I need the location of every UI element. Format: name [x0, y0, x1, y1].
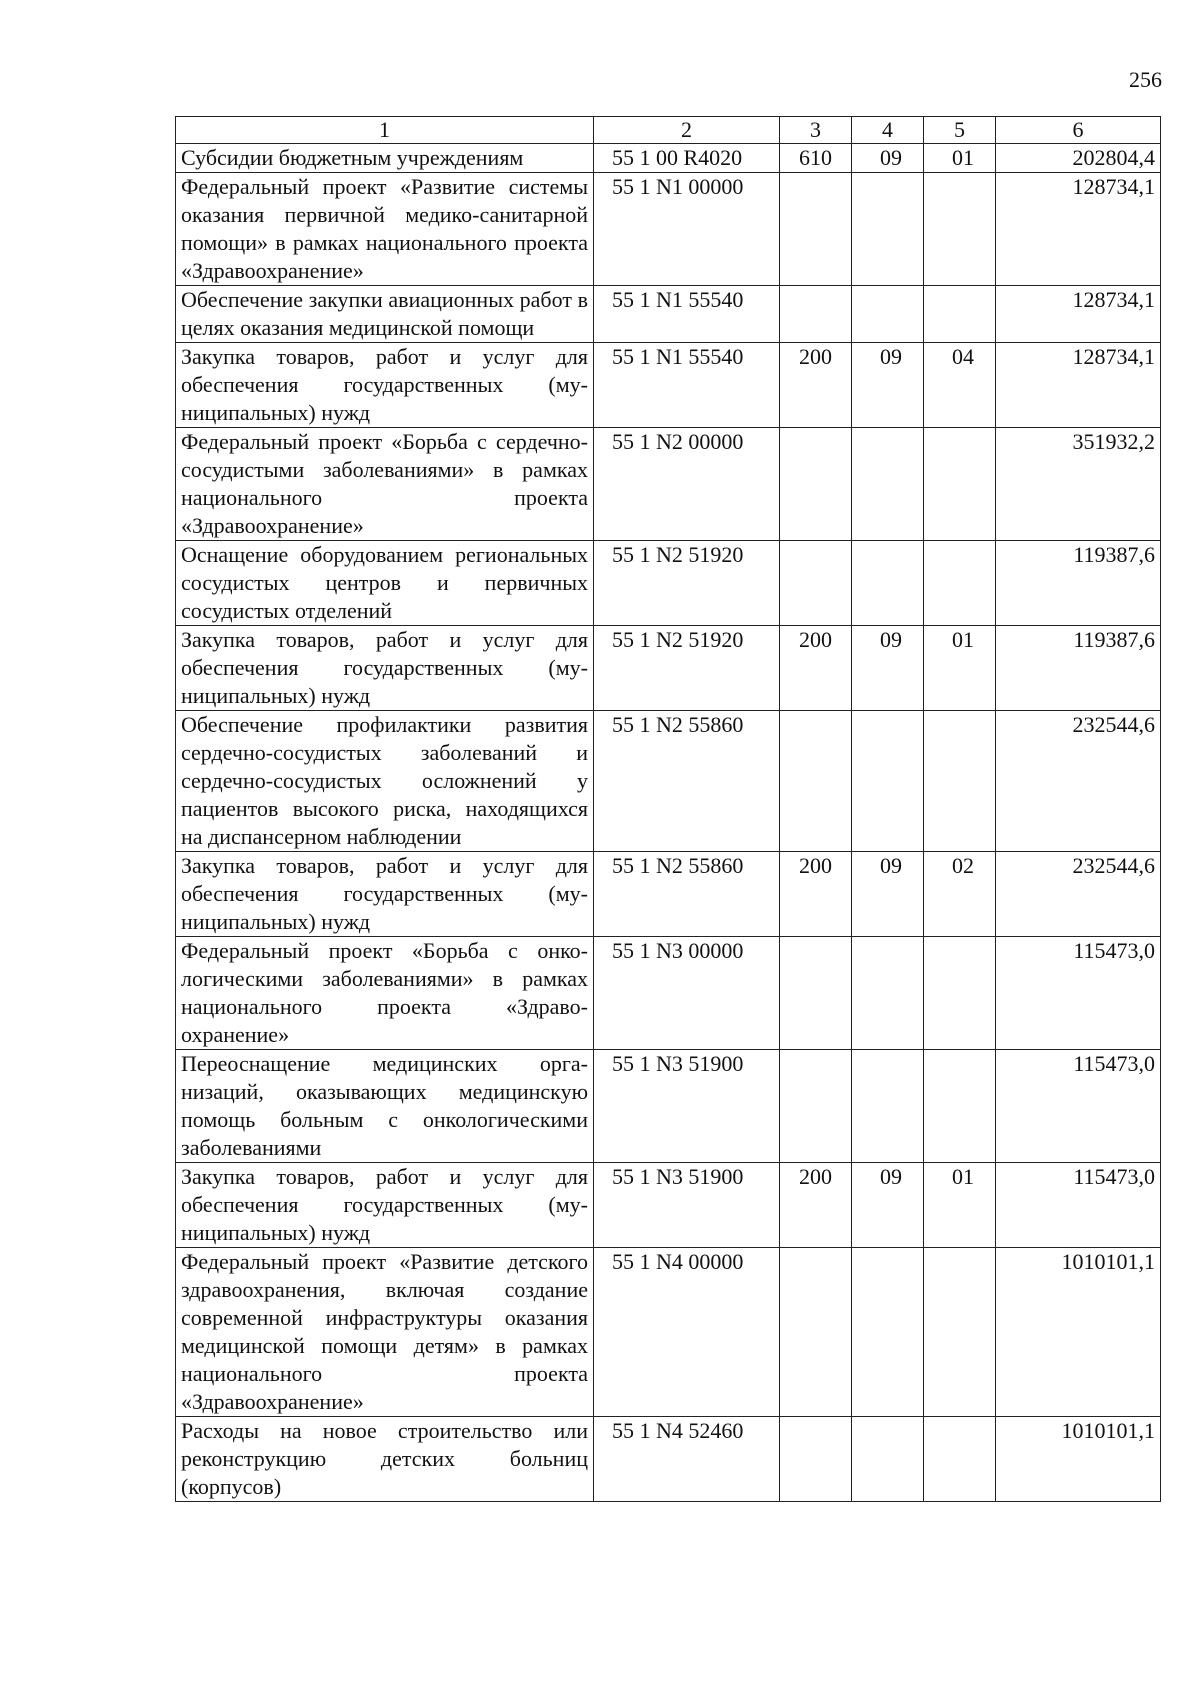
expense-type-cell	[780, 541, 852, 626]
subsection-cell	[924, 1248, 996, 1417]
expense-type-cell: 200	[780, 852, 852, 937]
code-cell: 55 1 N4 52460	[594, 1417, 780, 1502]
amount-cell: 119387,6	[996, 541, 1161, 626]
code-cell: 55 1 N2 55860	[594, 711, 780, 852]
section-cell	[852, 173, 924, 286]
expense-type-cell: 200	[780, 626, 852, 711]
subsection-cell: 01	[924, 144, 996, 173]
subsection-cell	[924, 286, 996, 343]
table-body	[176, 144, 1161, 1502]
header-col-6: 6	[996, 117, 1161, 144]
amount-cell: 202804,4	[996, 144, 1161, 173]
name-cell: Федеральный проект «Борьба с онкологическими заболеваниями» в рамках национального проекта «Здравоохранение»	[176, 937, 594, 1050]
section-cell: 09	[852, 852, 924, 937]
header-col-4: 4	[852, 117, 924, 144]
table-row	[176, 1248, 1161, 1417]
code-cell: 55 1 N2 51920	[594, 626, 780, 711]
budget-table	[175, 116, 1161, 1502]
code-cell: 55 1 N3 00000	[594, 937, 780, 1050]
table-row	[176, 1050, 1161, 1163]
section-cell	[852, 428, 924, 541]
subsection-cell	[924, 937, 996, 1050]
table-row	[176, 428, 1161, 541]
expense-type-cell	[780, 711, 852, 852]
amount-cell: 232544,6	[996, 852, 1161, 937]
amount-cell: 128734,1	[996, 343, 1161, 428]
table-row	[176, 852, 1161, 937]
code-cell: 55 1 N1 55540	[594, 286, 780, 343]
subsection-cell	[924, 541, 996, 626]
subsection-cell	[924, 711, 996, 852]
code-cell: 55 1 N4 00000	[594, 1248, 780, 1417]
expense-type-cell	[780, 1050, 852, 1163]
expense-type-cell: 200	[780, 343, 852, 428]
table-row	[176, 711, 1161, 852]
table-row	[176, 1417, 1161, 1502]
subsection-cell	[924, 1050, 996, 1163]
table-row	[176, 937, 1161, 1050]
section-cell	[852, 286, 924, 343]
amount-cell: 115473,0	[996, 1050, 1161, 1163]
amount-cell: 128734,1	[996, 286, 1161, 343]
section-cell	[852, 1417, 924, 1502]
subsection-cell: 02	[924, 852, 996, 937]
amount-cell: 232544,6	[996, 711, 1161, 852]
code-cell: 55 1 N2 00000	[594, 428, 780, 541]
subsection-cell	[924, 428, 996, 541]
code-cell: 55 1 00 R4020	[594, 144, 780, 173]
table-row	[176, 1163, 1161, 1248]
name-cell: Федеральный проект «Развитие системы оказания первичной медико-санитарной помощи» в рамках национального проекта «Здравоохранение»	[176, 173, 594, 286]
expense-type-cell: 200	[780, 1163, 852, 1248]
section-cell	[852, 937, 924, 1050]
header-col-3: 3	[780, 117, 852, 144]
section-cell: 09	[852, 1163, 924, 1248]
amount-cell: 128734,1	[996, 173, 1161, 286]
section-cell	[852, 711, 924, 852]
name-cell: Закупка товаров, работ и услуг для обеспечения государственных (муниципальных) нужд	[176, 626, 594, 711]
amount-cell: 115473,0	[996, 1163, 1161, 1248]
table-row	[176, 144, 1161, 173]
section-cell	[852, 541, 924, 626]
name-cell: Расходы на новое строительство или реконструкцию детских больниц (корпусов)	[176, 1417, 594, 1502]
expense-type-cell	[780, 1248, 852, 1417]
amount-cell: 119387,6	[996, 626, 1161, 711]
name-cell: Обеспечение закупки авиационных работ в целях оказания медицинской помощи	[176, 286, 594, 343]
subsection-cell: 01	[924, 626, 996, 711]
expense-type-cell: 610	[780, 144, 852, 173]
header-col-2: 2	[594, 117, 780, 144]
expense-type-cell	[780, 937, 852, 1050]
subsection-cell	[924, 1417, 996, 1502]
name-cell: Оснащение оборудованием региональных сосудистых центров и первичных сосудистых отделений	[176, 541, 594, 626]
name-cell: Закупка товаров, работ и услуг для обеспечения государственных (муниципальных) нужд	[176, 1163, 594, 1248]
table-row	[176, 286, 1161, 343]
header-col-1: 1	[176, 117, 594, 144]
name-cell: Закупка товаров, работ и услуг для обеспечения государственных (муниципальных) нужд	[176, 852, 594, 937]
code-cell: 55 1 N2 51920	[594, 541, 780, 626]
subsection-cell	[924, 173, 996, 286]
section-cell: 09	[852, 343, 924, 428]
header-col-5: 5	[924, 117, 996, 144]
section-cell	[852, 1248, 924, 1417]
name-cell: Федеральный проект «Развитие детского здравоохранения, включая создание современной инфраструктуры оказания медицинской помощи детям» в рамках национального проекта «Здравоохранение»	[176, 1248, 594, 1417]
code-cell: 55 1 N1 00000	[594, 173, 780, 286]
amount-cell: 115473,0	[996, 937, 1161, 1050]
table-row	[176, 541, 1161, 626]
table-row	[176, 626, 1161, 711]
code-cell: 55 1 N1 55540	[594, 343, 780, 428]
page-number: 256	[1129, 67, 1162, 92]
section-cell: 09	[852, 144, 924, 173]
amount-cell: 1010101,1	[996, 1248, 1161, 1417]
subsection-cell: 01	[924, 1163, 996, 1248]
expense-type-cell	[780, 428, 852, 541]
name-cell: Федеральный проект «Борьба с сердечно-сосудистыми заболеваниями» в рамках национального проекта «Здравоохранение»	[176, 428, 594, 541]
code-cell: 55 1 N3 51900	[594, 1050, 780, 1163]
expense-type-cell	[780, 286, 852, 343]
code-cell: 55 1 N2 55860	[594, 852, 780, 937]
name-cell: Закупка товаров, работ и услуг для обеспечения государственных (муниципальных) нужд	[176, 343, 594, 428]
name-cell: Субсидии бюджетным учреждениям	[176, 144, 594, 173]
table-header-row	[176, 117, 1161, 144]
section-cell: 09	[852, 626, 924, 711]
table-row	[176, 173, 1161, 286]
amount-cell: 351932,2	[996, 428, 1161, 541]
subsection-cell: 04	[924, 343, 996, 428]
amount-cell: 1010101,1	[996, 1417, 1161, 1502]
table-row	[176, 343, 1161, 428]
expense-type-cell	[780, 1417, 852, 1502]
section-cell	[852, 1050, 924, 1163]
code-cell: 55 1 N3 51900	[594, 1163, 780, 1248]
name-cell: Обеспечение профилактики развития сердечно-сосудистых заболеваний и сердечно-сосудистых осложнений у пациентов высокого риска, находящихся на диспансерном наблюдении	[176, 711, 594, 852]
name-cell: Переоснащение медицинских организаций, оказывающих медицинскую помощь больным с онкологическими заболеваниями	[176, 1050, 594, 1163]
expense-type-cell	[780, 173, 852, 286]
